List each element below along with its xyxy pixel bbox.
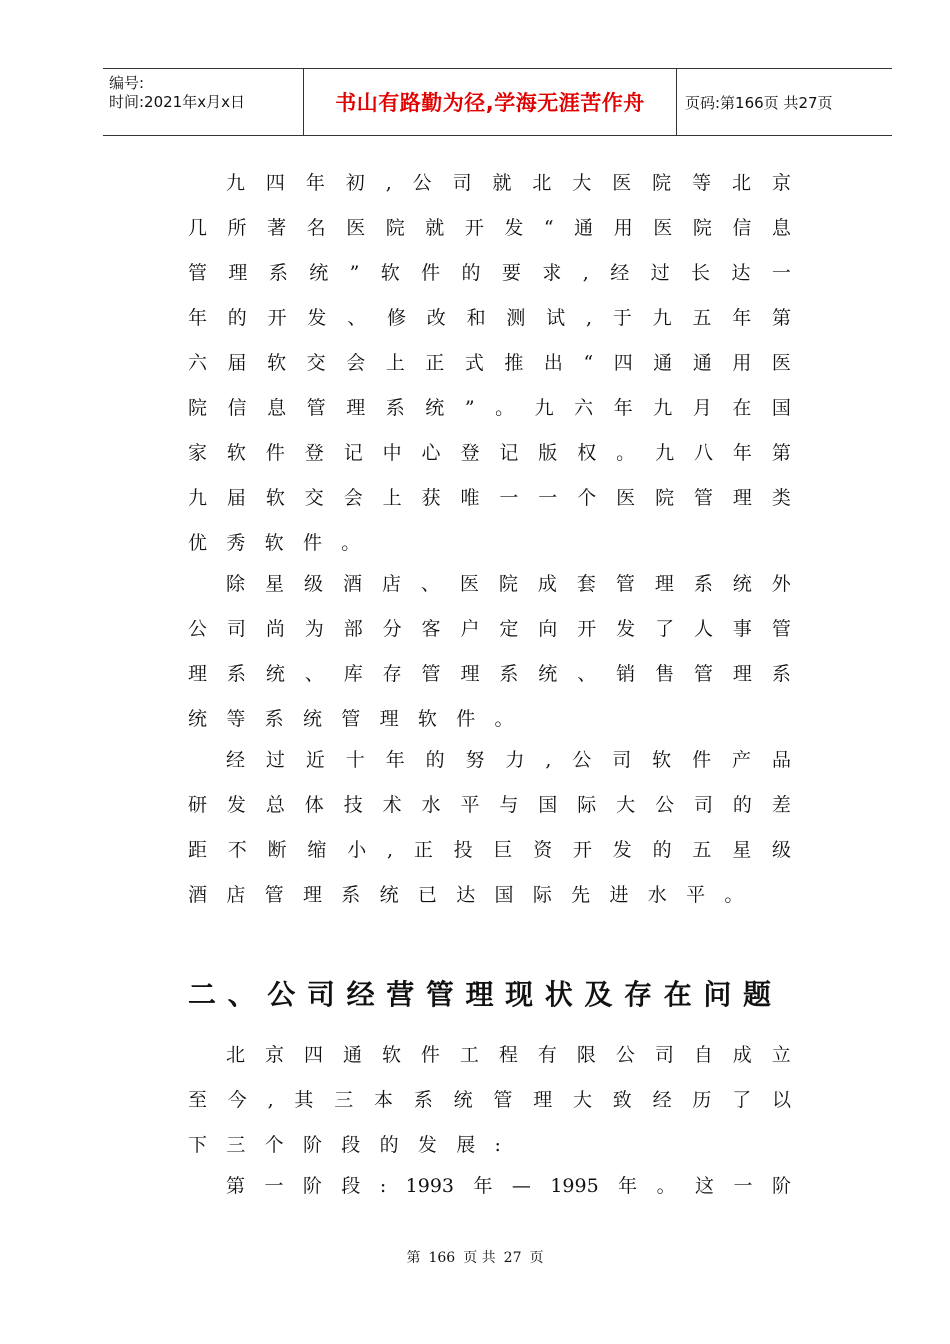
text-line: 管 理 系 统 ” 软 件 的 要 求 , 经 过 长 达 一 [188,262,791,284]
text-line: 酒 店 管 理 系 统 已 达 国 际 先 进 水 平 。 [188,884,744,906]
text-line: 九 四 年 初 , 公 司 就 北 大 医 院 等 北 京 [226,172,791,194]
footer-suffix: 页 [529,1250,544,1266]
number-label: 编号: [109,74,145,92]
text-line: 九 届 软 交 会 上 获 唯 一 一 个 医 院 管 理 类 [188,487,791,509]
section-heading: 二 、 公 司 经 营 管 理 现 状 及 存 在 问 题 [188,978,771,1011]
text-line: 下 三 个 阶 段 的 发 展 : [188,1134,501,1156]
text-line: 几 所 著 名 医 院 就 开 发 “ 通 用 医 院 信 息 [188,217,791,239]
text-line: 北 京 四 通 软 件 工 程 有 限 公 司 自 成 立 [226,1044,791,1066]
header-left-cell [103,69,303,135]
footer-mid: 页 共 [463,1250,496,1266]
page-header [103,68,892,136]
text-line: 统 等 系 统 管 理 软 件 。 [188,708,514,730]
text-line: 家 软 件 登 记 中 心 登 记 版 权 。 九 八 年 第 [188,442,791,464]
time-label: 时间:2021年x月x日 [109,93,245,111]
footer-prefix: 第 [406,1250,421,1266]
text-line: 除 星 级 酒 店 、 医 院 成 套 管 理 系 统 外 [226,573,791,595]
text-line: 院 信 息 管 理 系 统 ” 。 九 六 年 九 月 在 国 [188,397,791,419]
footer-total-pages: 27 [503,1250,522,1266]
footer-page-number: 166 [428,1250,456,1266]
text-line: 经 过 近 十 年 的 努 力 , 公 司 软 件 产 品 [226,749,791,771]
text-line: 距 不 断 缩 小 , 正 投 巨 资 开 发 的 五 星 级 [188,839,791,861]
header-motto: 书山有路勤为径,学海无涯苦作舟 [303,69,677,135]
text-line: 至 今 , 其 三 本 系 统 管 理 大 致 经 历 了 以 [188,1089,791,1111]
text-line: 优 秀 软 件 。 [188,532,361,554]
text-line: 六 届 软 交 会 上 正 式 推 出 “ 四 通 通 用 医 [188,352,791,374]
text-line: 第 一 阶 段 : 1993 年 — 1995 年 。 这 一 阶 [226,1175,791,1197]
page-footer [0,1247,950,1267]
text-line: 公 司 尚 为 部 分 客 户 定 向 开 发 了 人 事 管 [188,618,791,640]
header-page-info: 页码:第166页 共27页 [685,93,833,112]
text-line: 理 系 统 、 库 存 管 理 系 统 、 销 售 管 理 系 [188,663,791,685]
text-line: 研 发 总 体 技 术 水 平 与 国 际 大 公 司 的 差 [188,794,791,816]
text-line: 年 的 开 发 、 修 改 和 测 试 , 于 九 五 年 第 [188,307,791,329]
